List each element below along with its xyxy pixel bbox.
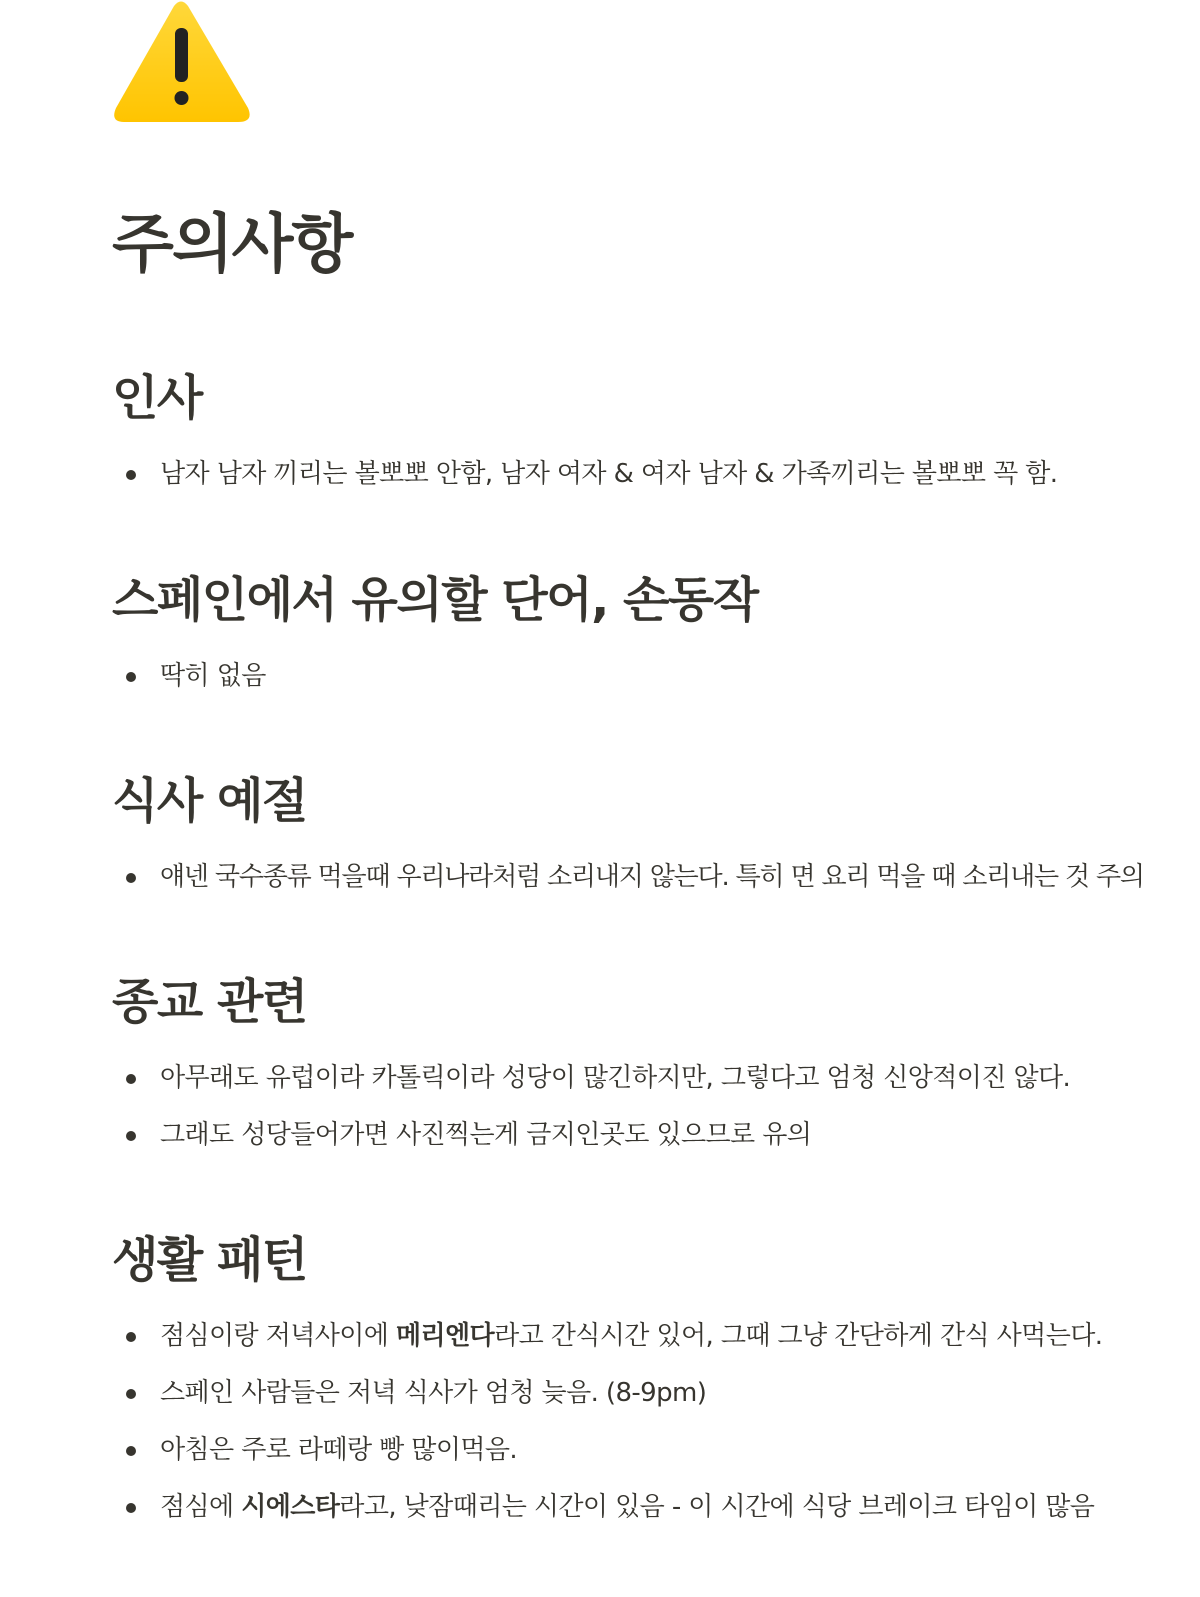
warning-icon[interactable] (112, 0, 252, 126)
list-item-text-bold: 시에스타 (241, 1492, 340, 1522)
section-religion (112, 972, 1192, 1155)
bullet-dot (126, 1503, 136, 1513)
list-item (112, 1373, 1192, 1413)
list-item-text: 얘넨 국수종류 먹을때 우리나라처럼 소리내지 않는다. 특히 면 요리 먹을 때 소리내는 것 주의 (160, 862, 1144, 892)
bullet-list (112, 454, 1192, 494)
bullet-dot (126, 1389, 136, 1399)
list-item-text: 남자 남자 끼리는 볼뽀뽀 안함, 남자 여자 & 여자 남자 & 가족끼리는 볼뽀뽀 꼭 함. (160, 459, 1058, 489)
list-item-text-after: 라고 간식시간 있어, 그때 그냥 간단하게 간식 사먹는다. (494, 1321, 1103, 1351)
list-item-text: 스페인 사람들은 저녁 식사가 엄청 늦음. (8-9pm) (160, 1378, 707, 1408)
bullet-list (112, 656, 1192, 696)
bullet-dot (126, 1074, 136, 1084)
section-heading: 종교 관련 (112, 974, 307, 1030)
list-item-text-after: 라고, 낮잠때리는 시간이 있음 - 이 시간에 식당 브레이크 타임이 많음 (339, 1492, 1095, 1522)
bullet-list (112, 1316, 1192, 1527)
list-item (112, 1058, 1192, 1098)
section-heading: 인사 (112, 370, 202, 426)
bullet-dot (126, 1446, 136, 1456)
list-item (112, 1487, 1192, 1527)
bullet-dot (126, 1131, 136, 1141)
section-daily-pattern (112, 1230, 1192, 1527)
list-item-text-before: 점심에 (160, 1492, 242, 1522)
list-item-text: 아침은 주로 라떼랑 빵 많이먹음. (160, 1435, 518, 1465)
bullet-dot (126, 470, 136, 480)
list-item (112, 1316, 1192, 1356)
list-item-text: 아무래도 유럽이라 카톨릭이라 성당이 많긴하지만, 그렇다고 엄청 신앙적이진 않다. (160, 1063, 1071, 1093)
list-item-text: 딱히 없음 (160, 661, 266, 691)
list-item (112, 1115, 1192, 1155)
list-item (112, 656, 1192, 696)
section-heading: 생활 패턴 (112, 1232, 307, 1288)
bullet-list (112, 857, 1192, 897)
section-greeting (112, 368, 1192, 494)
section-table-manners (112, 771, 1192, 897)
list-item (112, 857, 1192, 897)
page-title: 주의사항 (112, 208, 352, 282)
bullet-dot (126, 672, 136, 682)
section-words-gestures (112, 570, 1192, 696)
list-item-text-before: 점심이랑 저녁사이에 (160, 1321, 396, 1351)
bullet-list (112, 1058, 1192, 1155)
bullet-dot (126, 1332, 136, 1342)
list-item (112, 1430, 1192, 1470)
bullet-dot (126, 873, 136, 883)
list-item (112, 454, 1192, 494)
section-heading: 스페인에서 유의할 단어, 손동작 (112, 572, 758, 628)
list-item-text-bold: 메리엔다 (395, 1321, 495, 1351)
section-heading: 식사 예절 (112, 773, 307, 829)
list-item-text: 그래도 성당들어가면 사진찍는게 금지인곳도 있으므로 유의 (160, 1120, 812, 1150)
